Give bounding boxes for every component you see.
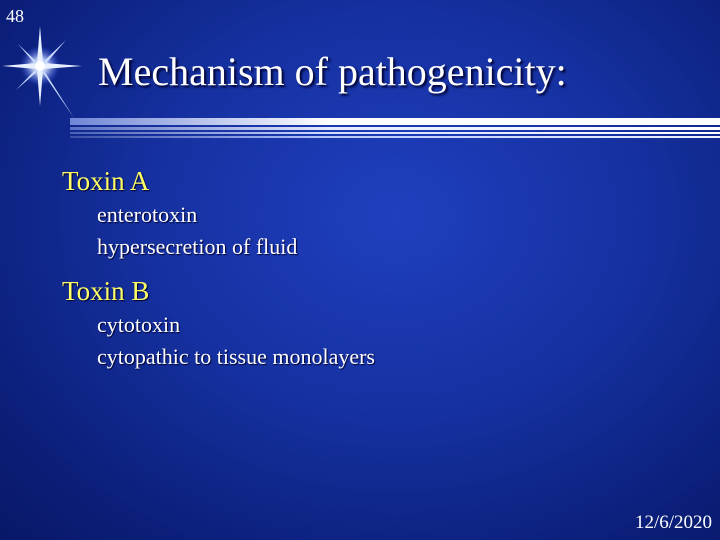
slide-title: Mechanism of pathogenicity: (98, 49, 567, 94)
toxin-a-heading: Toxin A (62, 166, 150, 196)
title-underline (70, 118, 720, 140)
slide-date: 12/6/2020 (634, 512, 712, 533)
slide-number: 48 (6, 6, 24, 26)
slide-body (62, 163, 700, 373)
toxin-a-item: hypersecretion of fluid (97, 234, 298, 259)
toxin-b-item: cytopathic to tissue monolayers (97, 344, 375, 369)
toxin-b-item: cytotoxin (97, 312, 181, 337)
toxin-a-item: enterotoxin (97, 202, 198, 227)
sparkle-star-icon (0, 20, 90, 120)
toxin-b-heading: Toxin B (62, 276, 150, 306)
